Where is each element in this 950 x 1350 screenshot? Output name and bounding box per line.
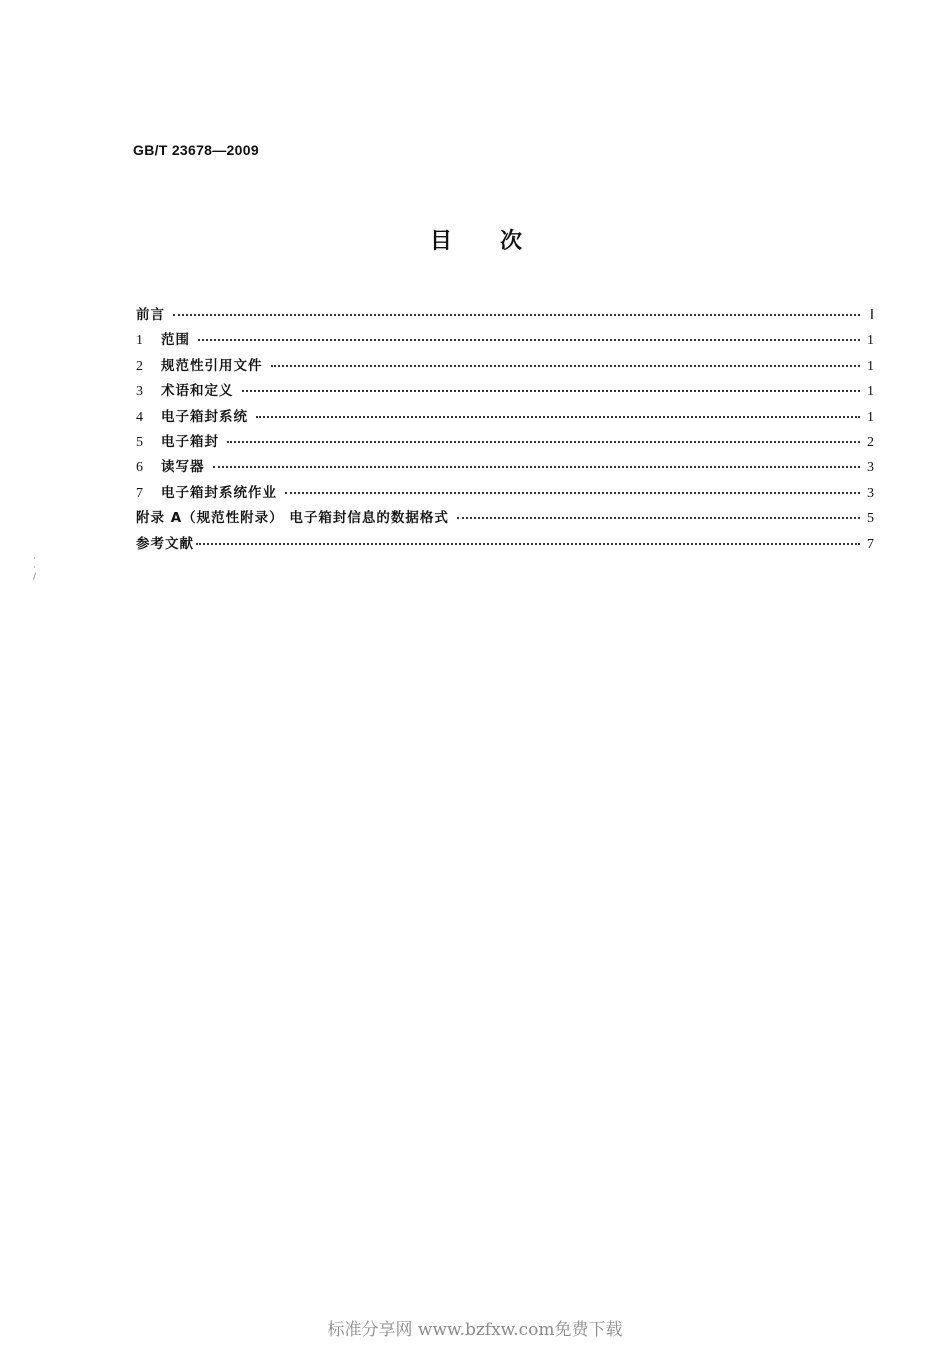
toc-entry-scope[interactable] [136,328,874,353]
toc-leader-dots [256,416,860,418]
toc-entry-label: 电子箱封 [161,433,219,450]
toc-entry-reader-writer[interactable] [136,455,874,480]
toc-entry-label: 电子箱封系统 [161,408,248,425]
toc-entry-bibliography[interactable] [136,532,874,557]
toc-leader-dots [198,339,860,341]
toc-entry-annex-a[interactable] [136,506,874,531]
footer-watermark: 标准分享网 www.bzfxw.com免费下载 [327,1320,623,1340]
toc-leader-dots [457,517,860,519]
page-title [0,224,950,255]
toc-entry-label: 术语和定义 [161,383,234,400]
page-title-char-2: 次 [500,229,571,254]
toc-entry-page: Ⅰ [869,308,874,323]
toc-leader-dots [271,365,861,367]
toc-entry-system-operation[interactable] [136,481,874,506]
toc-entry-number: 5 [136,434,143,450]
toc-entry-label: 读写器 [161,459,205,476]
toc-entry-normative-references[interactable] [136,354,874,379]
toc-entry-label: 参考文献 [136,535,194,552]
toc-entry-terms-definitions[interactable] [136,379,874,404]
table-of-contents [136,303,874,557]
toc-leader-dots [196,543,860,545]
toc-entry-page: 5 [867,511,874,527]
toc-entry-number: 1 [136,333,143,349]
toc-leader-dots [173,314,860,316]
toc-entry-page: 3 [867,460,874,476]
toc-entry-page: 3 [867,485,874,501]
toc-entry-page: 1 [867,358,874,374]
toc-entry-label: 电子箱封系统作业 [161,484,277,501]
toc-leader-dots [242,390,861,392]
toc-entry-foreword[interactable] [136,303,874,328]
toc-entry-number: 2 [136,358,143,374]
toc-leader-dots [213,466,861,468]
toc-entry-page: 1 [867,333,874,349]
toc-entry-page: 2 [867,434,874,450]
page-title-char-1: 目 [429,229,500,254]
toc-entry-label: 前言 [136,307,165,323]
toc-entry-seal[interactable] [136,430,874,455]
toc-entry-number: 3 [136,384,143,400]
toc-entry-label: 范围 [161,332,190,349]
toc-entry-number: 7 [136,485,143,501]
toc-entry-label: 规范性引用文件 [161,357,263,374]
toc-entry-page: 7 [867,536,874,552]
toc-leader-dots [227,441,860,443]
toc-leader-dots [285,492,860,494]
scan-margin-mark: · · / [33,554,37,582]
toc-entry-number: 6 [136,460,143,476]
toc-entry-seal-system[interactable] [136,405,874,430]
standard-code: GB/T 23678—2009 [133,142,259,158]
toc-entry-page: 1 [867,409,874,425]
toc-entry-number: 4 [136,409,143,425]
toc-entry-label: 附录 A（规范性附录） 电子箱封信息的数据格式 [136,510,449,527]
toc-entry-page: 1 [867,384,874,400]
